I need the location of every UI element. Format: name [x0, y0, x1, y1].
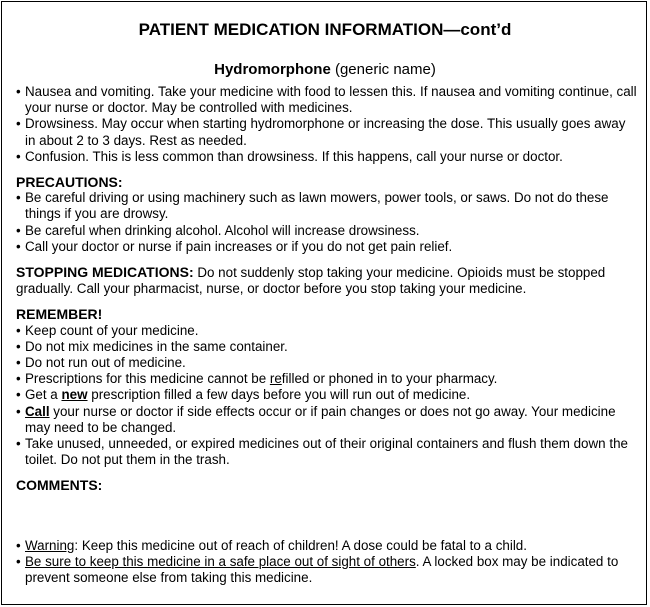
precautions-heading: PRECAUTIONS: [16, 174, 123, 191]
warning-label: Warning [25, 537, 75, 553]
list-item [16, 387, 638, 403]
side-effects-list [16, 84, 638, 165]
emphasized-text: new [61, 387, 88, 403]
list-item: • Nausea and vomiting. Take your medicine with food to lessen this. If nausea and vomiting continue, call your nurse or doctor. May be controlled with medicines. [16, 84, 638, 116]
list-item: • Drowsiness. May occur when starting hydromorphone or increasing the dose. This usually goes away in about 2 to 3 days. Rest as needed. [16, 116, 638, 148]
list-item: • Call your doctor or nurse if pain increases or if you do not get pain relief. [16, 239, 638, 255]
text-segment: Get a [25, 387, 62, 403]
generic-name-note: (generic name) [334, 61, 436, 78]
remember-list [16, 323, 638, 469]
text-segment: prescription filled a few days before you will run out of medicine. [87, 387, 471, 403]
warnings-list [16, 538, 638, 587]
stopping-medications-paragraph [16, 264, 638, 297]
stopping-heading: STOPPING MEDICATIONS: [16, 264, 194, 281]
underlined-text: Be sure to keep this medicine in a safe place out of sight of others [25, 553, 416, 569]
list-item: • Be careful when drinking alcohol. Alcohol will increase drowsiness. [16, 223, 638, 239]
text-segment: : Keep this medicine out of reach of children! A dose could be fatal to a child. [74, 537, 527, 553]
list-item [16, 554, 638, 586]
list-item: • Do not mix medicines in the same container. [16, 339, 638, 355]
list-item: • Confusion. This is less common than drowsiness. If this happens, call your nurse or doctor. [16, 149, 638, 165]
list-item: • Take unused, unneeded, or expired medicines out of their original containers and flush them down the toilet. Do not put them in the trash. [16, 436, 638, 468]
text-segment: your nurse or doctor if side effects occur or if pain changes or does not go away. Your medicine may need to be changed. [25, 403, 616, 435]
page-title: PATIENT MEDICATION INFORMATION—cont’d [138, 20, 512, 39]
text-segment: filled or phoned in to your pharmacy. [281, 371, 498, 387]
list-item: • Be careful driving or using machinery such as lawn mowers, power tools, or saws. Do not do these things if you are drowsy. [16, 190, 638, 222]
document-body [16, 84, 638, 586]
underlined-text: re [269, 371, 282, 387]
list-item [16, 371, 638, 387]
text-segment: Prescriptions for this medicine cannot be [25, 371, 270, 387]
list-item [16, 538, 638, 554]
stopping-text: Do not suddenly stop taking your medicine. Opioids must be stopped gradually. Call your pharmacist, nurse, or doctor before you stop taking your medicine. [16, 265, 606, 297]
precautions-list [16, 190, 638, 255]
emphasized-text: Call [25, 403, 50, 419]
text-segment: . A locked box may be indicated to prevent someone else from taking this medicine. [25, 553, 619, 586]
list-item [16, 404, 638, 436]
drug-name-line [0, 61, 650, 78]
list-item: • Keep count of your medicine. [16, 323, 638, 339]
remember-heading: REMEMBER! [16, 306, 103, 323]
comments-area [16, 494, 638, 538]
list-item: • Do not run out of medicine. [16, 355, 638, 371]
drug-name: Hydromorphone [214, 61, 331, 78]
comments-heading: COMMENTS: [16, 477, 103, 494]
